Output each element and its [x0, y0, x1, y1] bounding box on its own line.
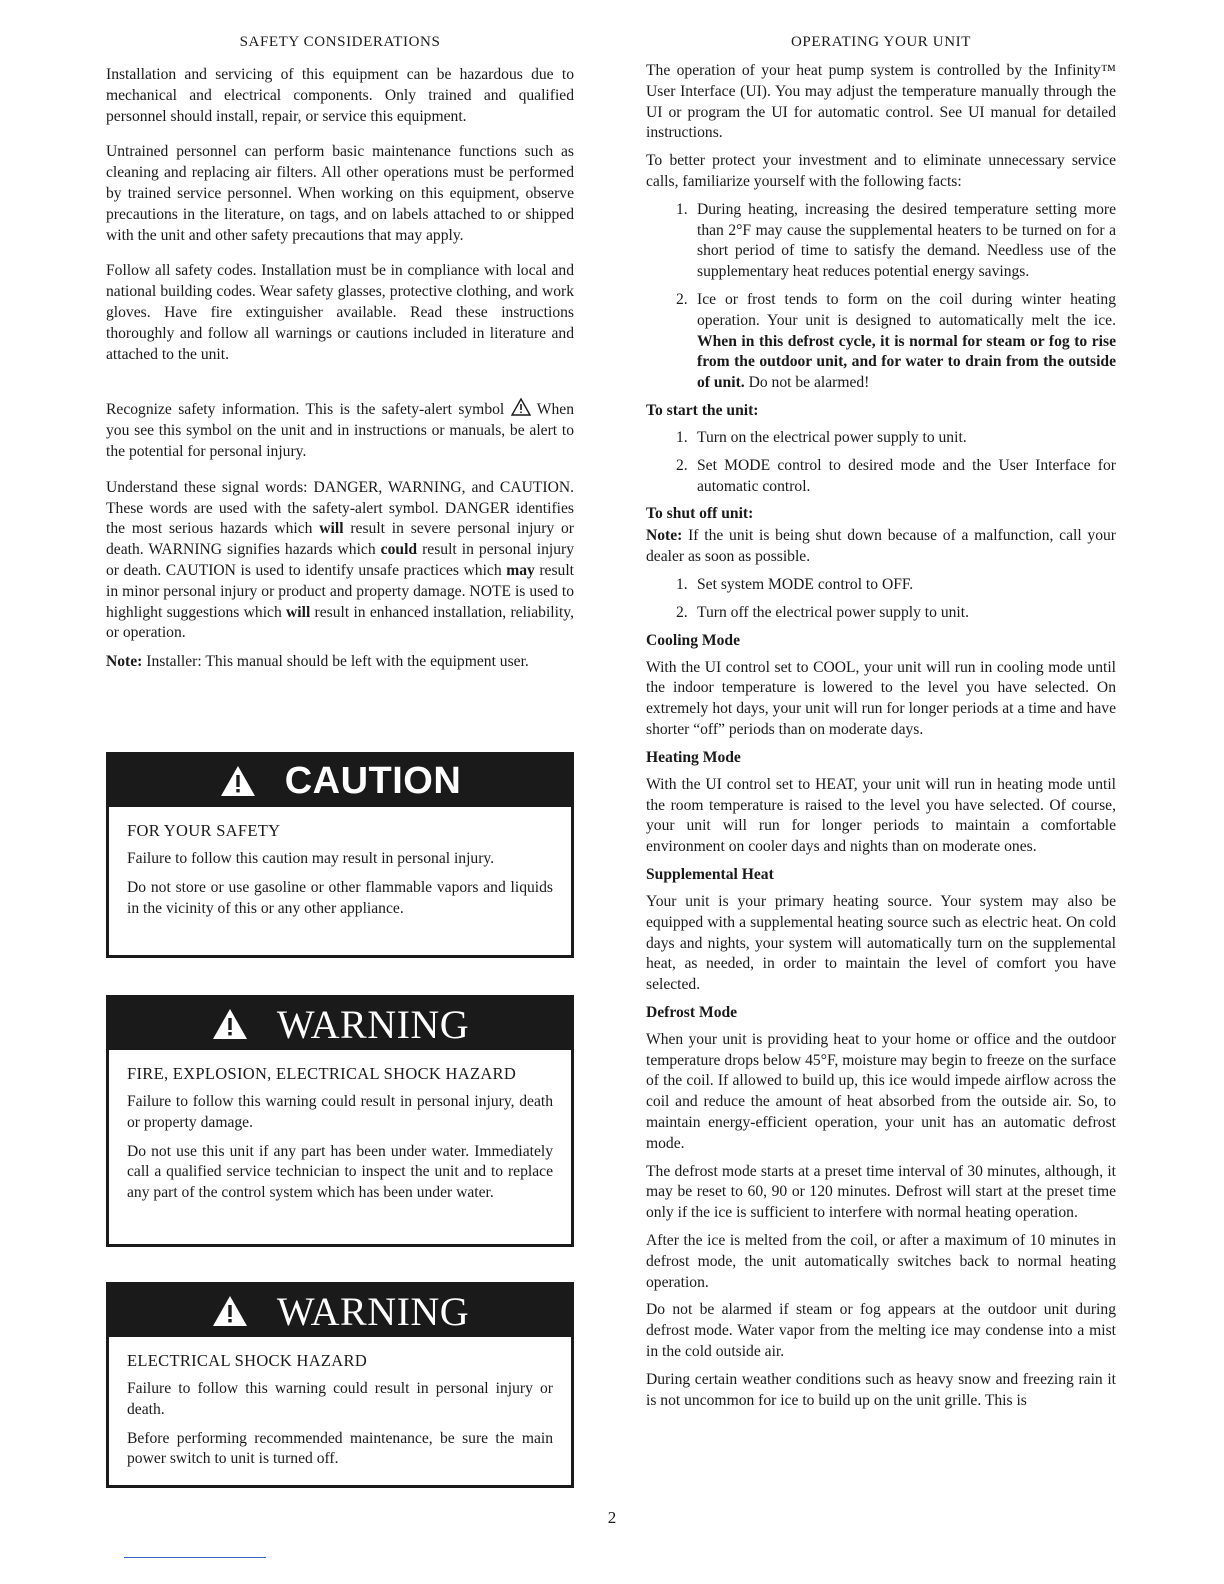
- warning-box-fire: [106, 995, 574, 1247]
- supplemental-heat-text: Your unit is your primary heating source. Your system may also be equipped with a supplemental heating source such as electric heat. On cold days and nights, your system will automatically turn on the supplemental heat, as needed, in order to maintain the level of comfort you have selected.: [646, 892, 1116, 994]
- list-number: 2.: [676, 290, 688, 308]
- warning-box-electrical: [106, 1282, 574, 1488]
- warning-electrical-text-2: Before performing recommended maintenance, be sure the main power switch to unit is turned off.: [127, 1429, 553, 1468]
- list-item-text-end: Do not be alarmed!: [744, 374, 870, 392]
- start-unit-heading: To start the unit:: [646, 401, 759, 419]
- warning-fire-text-1: Failure to follow this warning could result in personal injury, death or property damage.: [127, 1093, 553, 1131]
- list-number: 2.: [676, 456, 688, 474]
- signal-words-paragraph: [106, 478, 574, 644]
- list-item-text: Turn off the electrical power supply to unit.: [697, 603, 969, 621]
- safety-alert-triangle-icon: [211, 1294, 249, 1328]
- keyword-could: could: [380, 541, 418, 559]
- list-item: [676, 200, 1116, 283]
- keyword-will-2: will: [286, 603, 311, 621]
- shut-off-note: [646, 526, 1116, 568]
- safety-paragraph-3: Follow all safety codes. Installation must be in compliance with local and national building codes. Wear safety glasses, protective clothing, and work gloves. Have fire extinguisher available. Read these instructions thoroughly and follow all warnings or cautions included in literature and attached to the unit.: [106, 262, 574, 363]
- list-number: 1.: [676, 428, 688, 446]
- footer-rule: [124, 1557, 266, 1558]
- operating-paragraph-1: The operation of your heat pump system is controlled by the Infinity™ User Interface (UI). You may adjust the temperature manually through the UI or program the UI for automatic control. See UI manual for detailed instructions.: [646, 62, 1116, 142]
- list-number: 1.: [676, 200, 688, 218]
- safety-alert-text-2: When you see this symbol on the unit and in instructions or manuals, be alert to the potential for personal injury.: [106, 401, 575, 460]
- warning-body-fire: [109, 1050, 571, 1204]
- defrost-paragraph-2: The defrost mode starts at a preset time interval of 30 minutes, although, it may be reset to 60, 90 or 120 minutes. Defrost will start at the preset time only if the ice is sufficient to interfere with normal heating operation.: [646, 1162, 1116, 1222]
- list-item: [676, 428, 1116, 449]
- list-item-text: During heating, increasing the desired temperature setting more than 2°F may cause the supplemental heaters to be turned on for a short period of time to satisfy the demand. Needless use of the supplementary heat reduces potential energy savings.: [697, 200, 1116, 281]
- list-item-text: Ice or frost tends to form on the coil during winter heating operation. Your unit is designed to automatically melt the ice.: [697, 290, 1116, 329]
- cooling-mode-heading: Cooling Mode: [646, 631, 740, 649]
- caution-header: [109, 755, 571, 807]
- supplemental-heat-heading: Supplemental Heat: [646, 865, 774, 883]
- caution-text-2: Do not store or use gasoline or other flammable vapors and liquids in the vicinity of this or any other appliance.: [127, 878, 553, 917]
- signal-words-text-e: result in enhanced installation, reliability, or operation.: [106, 603, 574, 642]
- keyword-may: may: [506, 561, 535, 579]
- defrost-paragraph-4: Do not be alarmed if steam or fog appears at the outdoor unit during defrost mode. Water vapor from the melting ice may condense into a mist in the cold outside air.: [646, 1301, 1116, 1361]
- list-item: [676, 575, 1116, 596]
- list-number: 2.: [676, 603, 688, 621]
- operating-your-unit-title: OPERATING YOUR UNIT: [790, 34, 971, 50]
- defrost-paragraph-5: During certain weather conditions such as heavy snow and freezing rain it is not uncommon for ice to build up on the unit grille. This is: [646, 1370, 1116, 1409]
- operating-paragraph-2: To better protect your investment and to eliminate unnecessary service calls, familiarize yourself with the following facts:: [646, 152, 1116, 190]
- note-label: Note:: [646, 527, 683, 545]
- caution-body: [109, 807, 571, 919]
- warning-title-electrical: WARNING: [276, 1288, 470, 1334]
- warning-header-electrical: [109, 1285, 571, 1337]
- safety-considerations-title: SAFETY CONSIDERATIONS: [239, 34, 441, 50]
- installer-note: [106, 652, 574, 673]
- warning-hazard-title-fire: FIRE, EXPLOSION, ELECTRICAL SHOCK HAZARD: [127, 1064, 517, 1083]
- defrost-paragraph-1: When your unit is providing heat to your home or office and the outdoor temperature drops below 45°F, moisture may begin to freeze on the surface of the coil. If allowed to build up, this ice would impede airflow across the coil and reduce the amount of heat absorbed from the outside air. So, to maintain energy-efficient operation, your unit has an automatic defrost mode.: [646, 1030, 1116, 1152]
- safety-paragraph-1: Installation and servicing of this equipment can be hazardous due to mechanical and electrical components. Only trained and qualified personnel should install, repair, or service this equipment.: [106, 66, 574, 125]
- heating-mode-heading: Heating Mode: [646, 748, 741, 766]
- safety-alert-text: Recognize safety information. This is the safety-alert symbol: [106, 401, 505, 419]
- warning-fire-text-2: Do not use this unit if any part has been under water. Immediately call a qualified service technician to inspect the unit and to replace any part of the control system which has been under water.: [127, 1142, 553, 1202]
- defrost-mode-heading: Defrost Mode: [646, 1003, 738, 1021]
- caution-title: CAUTION: [284, 759, 462, 802]
- list-item-text: Set system MODE control to OFF.: [697, 575, 914, 593]
- signal-words-text-a: Understand these signal words: DANGER, WARNING, and CAUTION. These words are used with the safety-alert symbol. DANGER identifies the most serious hazards which: [106, 478, 574, 538]
- list-item-text: Set MODE control to desired mode and the User Interface for automatic control.: [697, 456, 1116, 495]
- caution-hazard-title: FOR YOUR SAFETY: [127, 821, 281, 840]
- safety-alert-paragraph: [106, 398, 574, 462]
- caution-box: [106, 752, 574, 958]
- right-column: [646, 34, 1116, 1418]
- warning-electrical-text-1: Failure to follow this warning could result in personal injury or death.: [127, 1380, 553, 1418]
- safety-paragraph-2: Untrained personnel can perform basic maintenance functions such as cleaning and replacing air filters. All other operations must be performed by trained service personnel. When working on this equipment, observe precautions in the literature, on tags, and on labels attached to or shipped with the unit and other safety precautions that may apply.: [106, 143, 574, 244]
- warning-title-fire: WARNING: [276, 1001, 470, 1047]
- left-column: [106, 34, 574, 688]
- note-text: Installer: This manual should be left with the equipment user.: [142, 653, 529, 671]
- shut-off-heading: To shut off unit:: [646, 505, 754, 523]
- list-item-text: Turn on the electrical power supply to unit.: [697, 428, 967, 446]
- list-item: [676, 603, 1116, 624]
- list-item: [676, 290, 1116, 394]
- keyword-will: will: [319, 520, 344, 538]
- caution-text-1: Failure to follow this caution may result in personal injury.: [127, 850, 495, 867]
- warning-body-electrical: [109, 1337, 571, 1470]
- safety-alert-triangle-icon: [211, 1007, 249, 1041]
- start-list: [646, 428, 1116, 497]
- note-label: Note:: [106, 653, 143, 671]
- list-number: 1.: [676, 575, 688, 593]
- page-number: 2: [607, 1508, 617, 1527]
- cooling-mode-text: With the UI control set to COOL, your unit will run in cooling mode until the indoor temperature is lowered to the level you have selected. On extremely hot days, your unit will run for longer periods at a time and have shorter “off” periods than on moderate days.: [646, 658, 1116, 738]
- shut-note-text: If the unit is being shut down because of a malfunction, call your dealer as soon as possible.: [646, 527, 1116, 566]
- defrost-paragraph-3: After the ice is melted from the coil, or after a maximum of 10 minutes in defrost mode, the unit automatically switches back to normal heating operation.: [646, 1232, 1116, 1291]
- warning-header-fire: [109, 998, 571, 1050]
- signal-words-text-b: result in severe personal injury or death. WARNING signifies hazards which: [106, 520, 574, 559]
- warning-hazard-title-electrical: ELECTRICAL SHOCK HAZARD: [127, 1351, 368, 1370]
- signal-words-text-c: result in personal injury or death. CAUTION is used to identify unsafe practices which: [106, 541, 574, 579]
- safety-alert-triangle-icon: [219, 764, 257, 798]
- shut-list: [646, 575, 1116, 624]
- safety-alert-symbol-icon: [511, 398, 531, 416]
- list-item: [676, 456, 1116, 498]
- signal-words-text-d: result in minor personal injury or product and property damage. NOTE is used to highlight suggestions which: [106, 561, 574, 621]
- defrost-emphasis-text: When in this defrost cycle, it is normal for steam or fog to rise from the outdoor unit, and for water to drain from the outside of unit.: [697, 332, 1116, 392]
- facts-list: [646, 200, 1116, 394]
- heating-mode-text: With the UI control set to HEAT, your unit will run in heating mode until the room temperature is raised to the level you have selected. Of course, your unit will run for longer periods to maintain a comfortable environment on cooler days and nights than on moderate ones.: [646, 775, 1116, 856]
